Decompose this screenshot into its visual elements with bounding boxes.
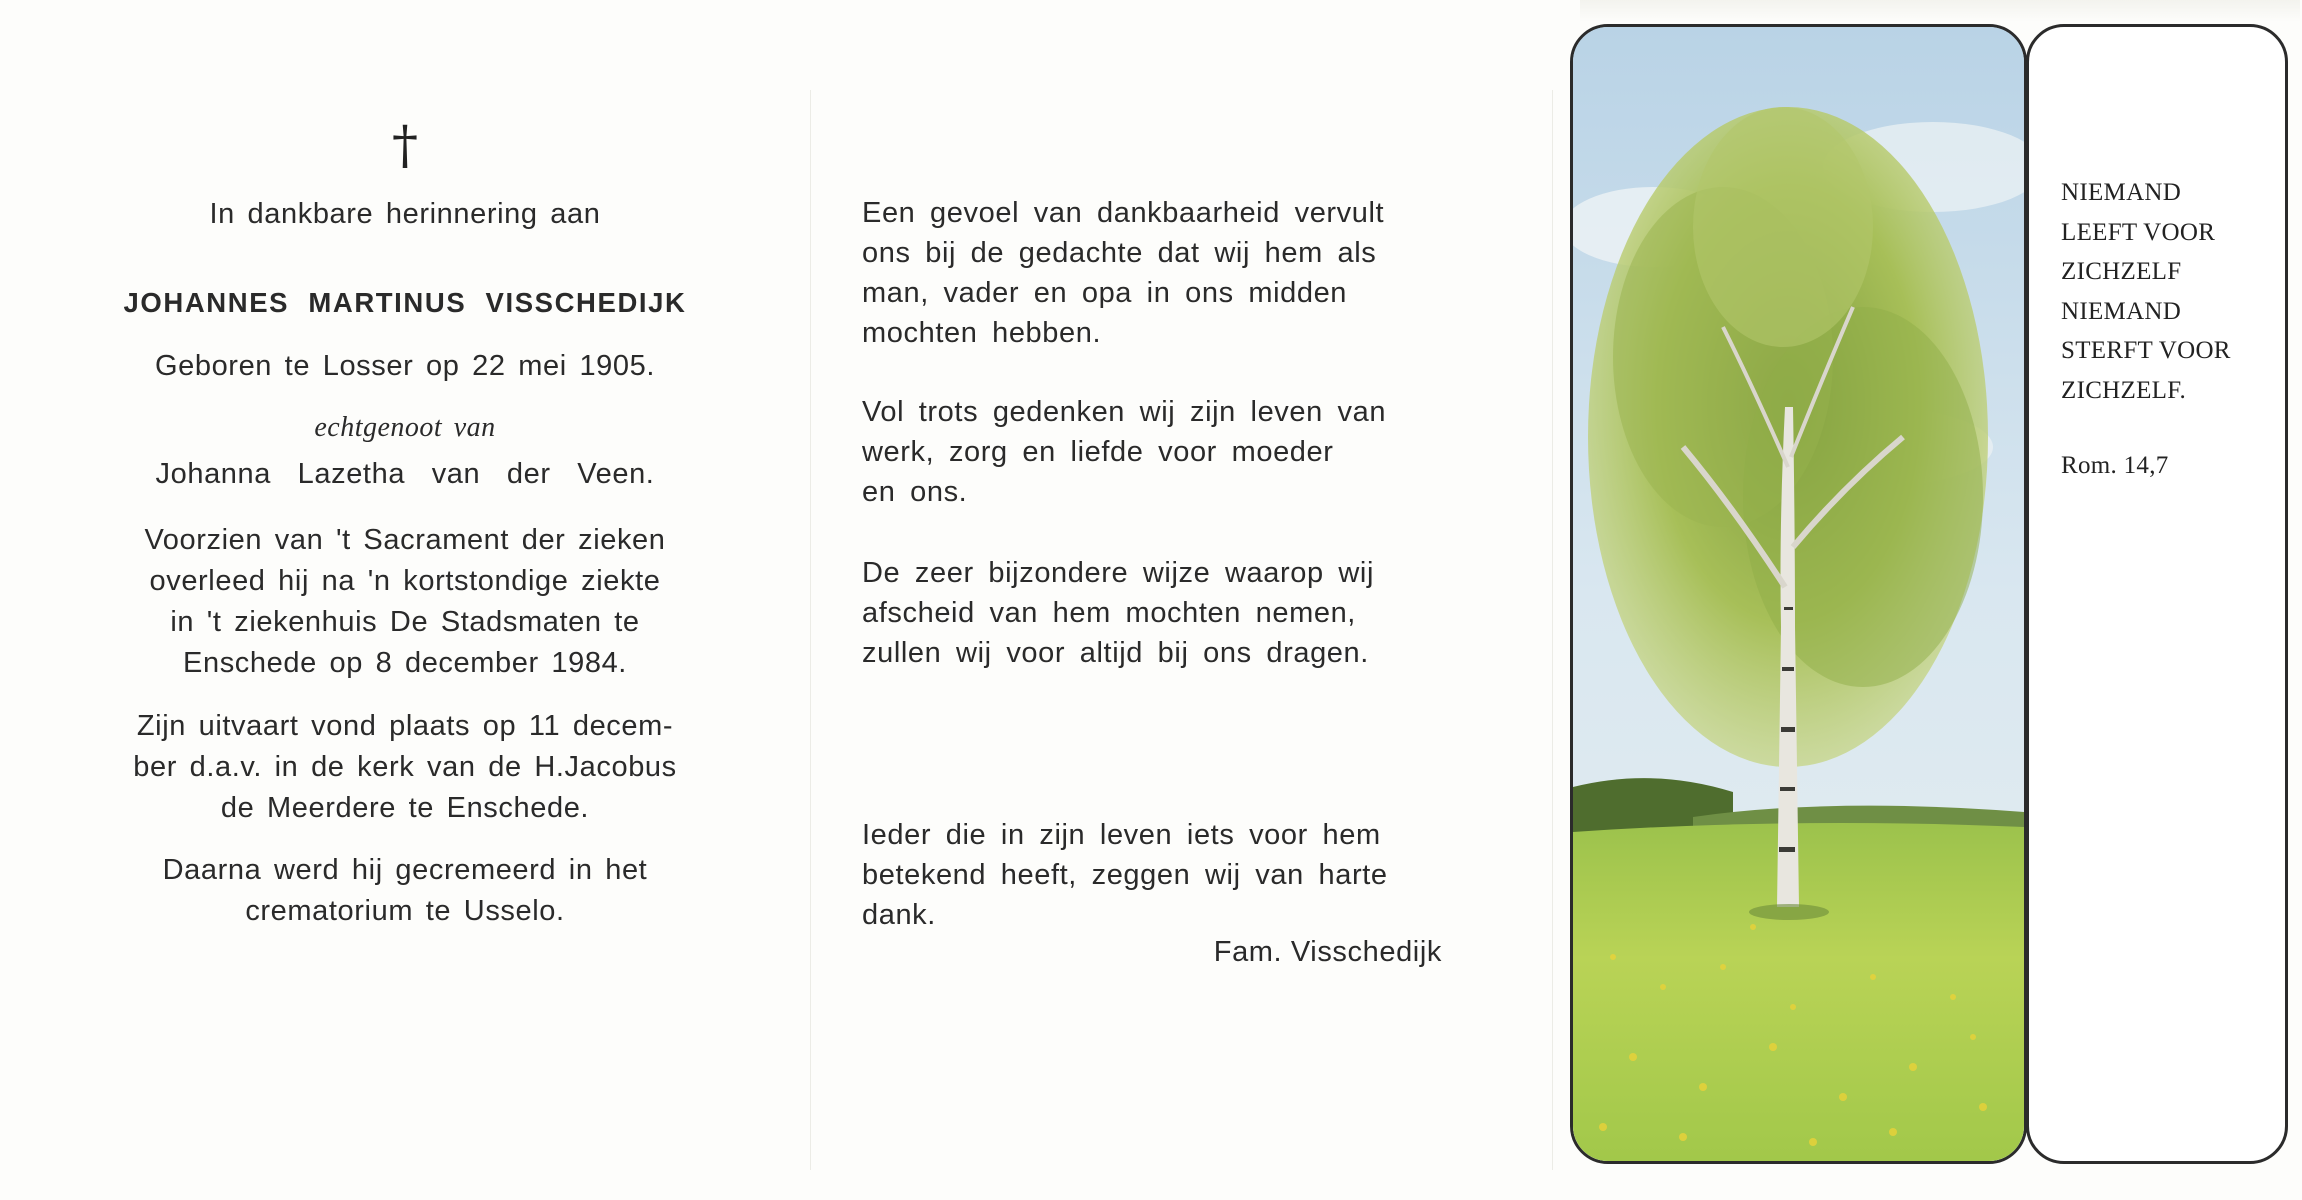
intro-line: In dankbare herinnering aan bbox=[209, 198, 601, 230]
paragraph-line: zullen wij voor altijd bij ons dragen. bbox=[862, 637, 1369, 669]
cremation-line: Daarna werd hij gecremeerd in het bbox=[162, 854, 648, 886]
death-line: overleed hij na 'n kortstondige ziekte bbox=[149, 565, 661, 597]
paragraph-line: werk, zorg en liefde voor moeder bbox=[862, 436, 1334, 468]
bible-quote bbox=[2061, 173, 2281, 410]
scan-edge-shadow bbox=[1580, 0, 2300, 22]
paragraph-line: Vol trots gedenken wij zijn leven van bbox=[862, 396, 1387, 428]
cremation-line: crematorium te Usselo. bbox=[245, 895, 565, 927]
paragraph-line: mochten hebben. bbox=[862, 317, 1102, 349]
paragraph-line: ons bij de gedachte dat wij hem als bbox=[862, 237, 1377, 269]
quote-line: ZICHZELF bbox=[2061, 258, 2182, 285]
fold-line-2 bbox=[1552, 90, 1553, 1170]
quote-line: ZICHZELF. bbox=[2061, 376, 2186, 404]
birth-line: Geboren te Losser op 22 mei 1905. bbox=[154, 350, 656, 382]
cross-icon: † bbox=[392, 116, 418, 176]
quote-line: STERFT VOOR bbox=[2061, 337, 2231, 364]
death-paragraph bbox=[60, 520, 750, 684]
paragraph-line: afscheid van hem mochten nemen, bbox=[862, 597, 1356, 629]
family-signature: Fam. Visschedijk bbox=[1213, 936, 1442, 968]
funeral-paragraph bbox=[60, 706, 750, 829]
funeral-line: de Meerdere te Enschede. bbox=[220, 792, 590, 824]
death-line: Voorzien van 't Sacrament der zieken bbox=[144, 524, 666, 556]
spouse-label: echtgenoot van bbox=[314, 412, 496, 443]
pride-paragraph bbox=[862, 392, 1462, 512]
farewell-paragraph bbox=[862, 553, 1462, 673]
paragraph-line: dank. bbox=[862, 899, 936, 931]
paragraph-line: en ons. bbox=[862, 476, 968, 508]
birch-tree-photo bbox=[1570, 24, 2027, 1164]
bible-reference: Rom. 14,7 bbox=[2061, 452, 2169, 479]
gratitude-paragraph bbox=[862, 193, 1462, 353]
quote-line: NIEMAND bbox=[2061, 179, 2182, 206]
quote-line: LEEFT VOOR bbox=[2061, 218, 2216, 246]
thanks-paragraph bbox=[862, 815, 1462, 935]
tree-landscape-illustration bbox=[1573, 27, 2024, 1161]
funeral-line: Zijn uitvaart vond plaats op 11 decem- bbox=[136, 710, 674, 742]
quote-line: NIEMAND bbox=[2061, 297, 2182, 325]
deceased-name: JOHANNES MARTINUS VISSCHEDIJK bbox=[123, 287, 687, 318]
cremation-paragraph bbox=[60, 850, 750, 932]
paragraph-line: Een gevoel van dankbaarheid vervult bbox=[862, 197, 1385, 229]
paragraph-line: man, vader en opa in ons midden bbox=[862, 277, 1348, 309]
spouse-name: Johanna Lazetha van der Veen. bbox=[155, 458, 655, 490]
death-line: in 't ziekenhuis De Stadsmaten te bbox=[170, 606, 640, 638]
paragraph-line: De zeer bijzondere wijze waarop wij bbox=[862, 557, 1374, 589]
paragraph-line: Ieder die in zijn leven iets voor hem bbox=[862, 819, 1381, 851]
death-line: Enschede op 8 december 1984. bbox=[183, 647, 627, 679]
paragraph-line: betekend heeft, zeggen wij van harte bbox=[862, 859, 1388, 891]
quote-panel bbox=[2026, 24, 2288, 1164]
funeral-line: ber d.a.v. in de kerk van de H.Jacobus bbox=[133, 751, 677, 783]
fold-line-1 bbox=[810, 90, 811, 1170]
